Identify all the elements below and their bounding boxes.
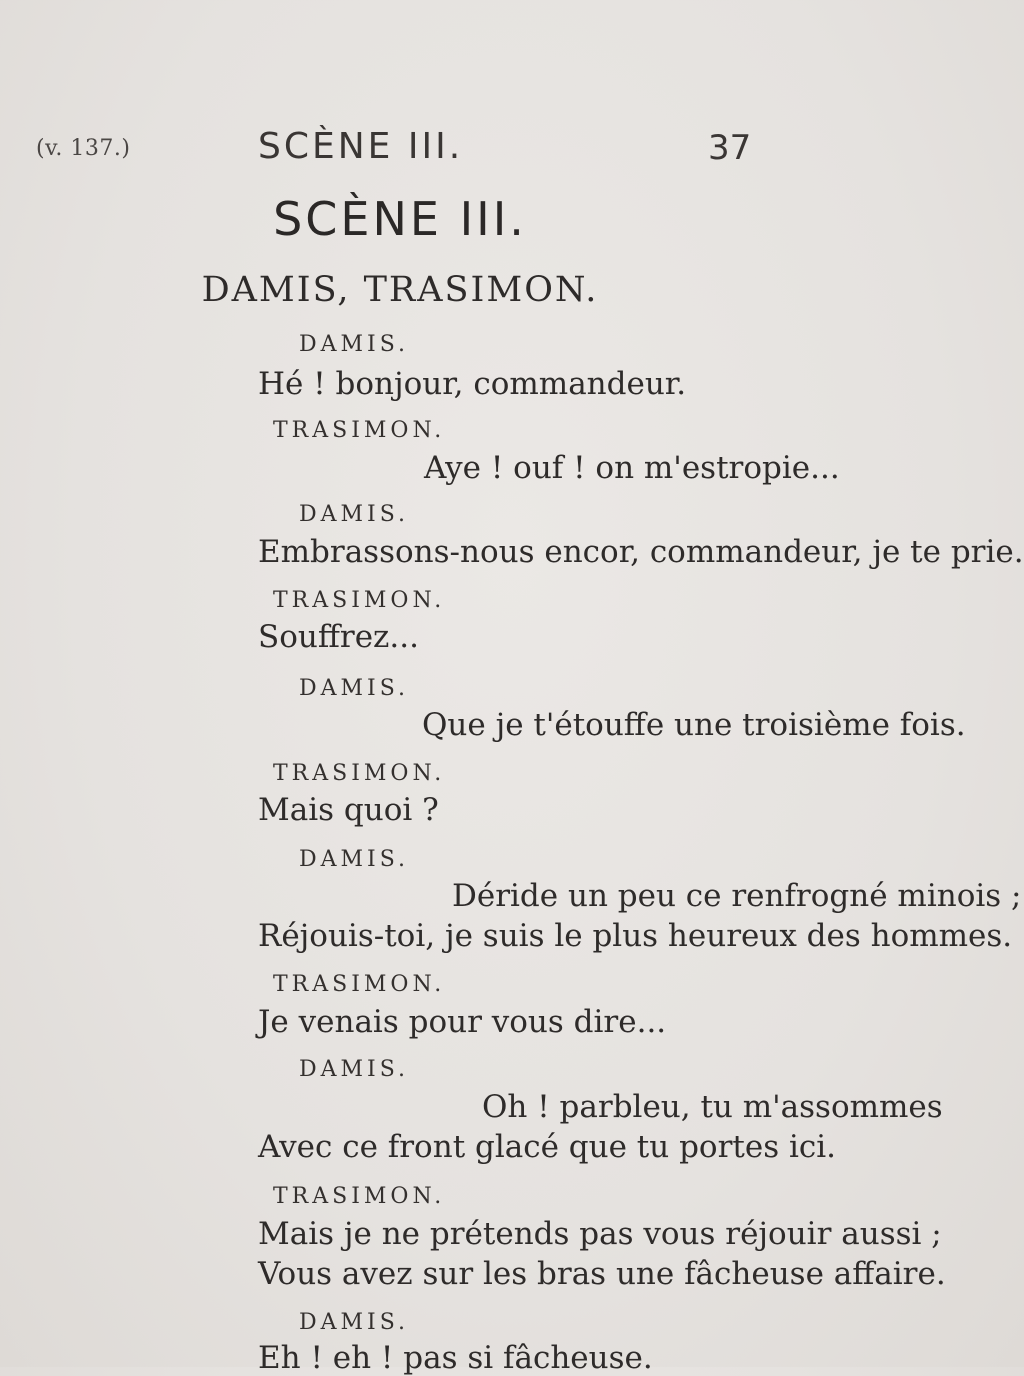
- verse-line: Aye ! ouf ! on m'estropie...: [424, 450, 840, 486]
- speaker-name: DAMIS.: [299, 847, 410, 872]
- scene-characters: DAMIS, TRASIMON.: [201, 270, 599, 310]
- verse-line: Vous avez sur les bras une fâcheuse affaire.: [258, 1256, 946, 1292]
- verse-line: Je venais pour vous dire...: [258, 1004, 667, 1040]
- running-title: SCÈNE III.: [258, 126, 464, 167]
- verse-line: Mais quoi ?: [258, 792, 439, 828]
- speaker-name: DAMIS.: [299, 1057, 410, 1082]
- speaker-name: TRASIMON.: [273, 1184, 446, 1209]
- speaker-name: DAMIS.: [299, 676, 410, 701]
- scene-title: SCÈNE III.: [273, 192, 527, 246]
- verse-line: Embrassons-nous encor, commandeur, je te prie.: [258, 534, 1024, 570]
- verse-line: Mais je ne prétends pas vous réjouir aussi ;: [258, 1216, 942, 1252]
- speaker-name: TRASIMON.: [273, 418, 446, 443]
- verse-line: Réjouis-toi, je suis le plus heureux des hommes.: [258, 918, 1013, 954]
- verse-line: Eh ! eh ! pas si fâcheuse.: [258, 1340, 653, 1376]
- speaker-name: DAMIS.: [299, 332, 410, 357]
- speaker-name: DAMIS.: [299, 502, 410, 527]
- verse-reference: (v. 137.): [36, 136, 131, 161]
- page-number: 37: [708, 128, 752, 168]
- speaker-name: TRASIMON.: [273, 588, 446, 613]
- speaker-name: TRASIMON.: [273, 972, 446, 997]
- verse-line: Oh ! parbleu, tu m'assommes: [482, 1089, 943, 1125]
- verse-line: Déride un peu ce renfrogné minois ;: [452, 878, 1022, 914]
- verse-line: Hé ! bonjour, commandeur.: [258, 366, 687, 402]
- verse-line: Souffrez...: [258, 619, 419, 655]
- speaker-name: TRASIMON.: [273, 761, 446, 786]
- verse-line: Avec ce front glacé que tu portes ici.: [258, 1129, 837, 1165]
- verse-line: Que je t'étouffe une troisième fois.: [422, 707, 966, 743]
- speaker-name: DAMIS.: [299, 1310, 410, 1335]
